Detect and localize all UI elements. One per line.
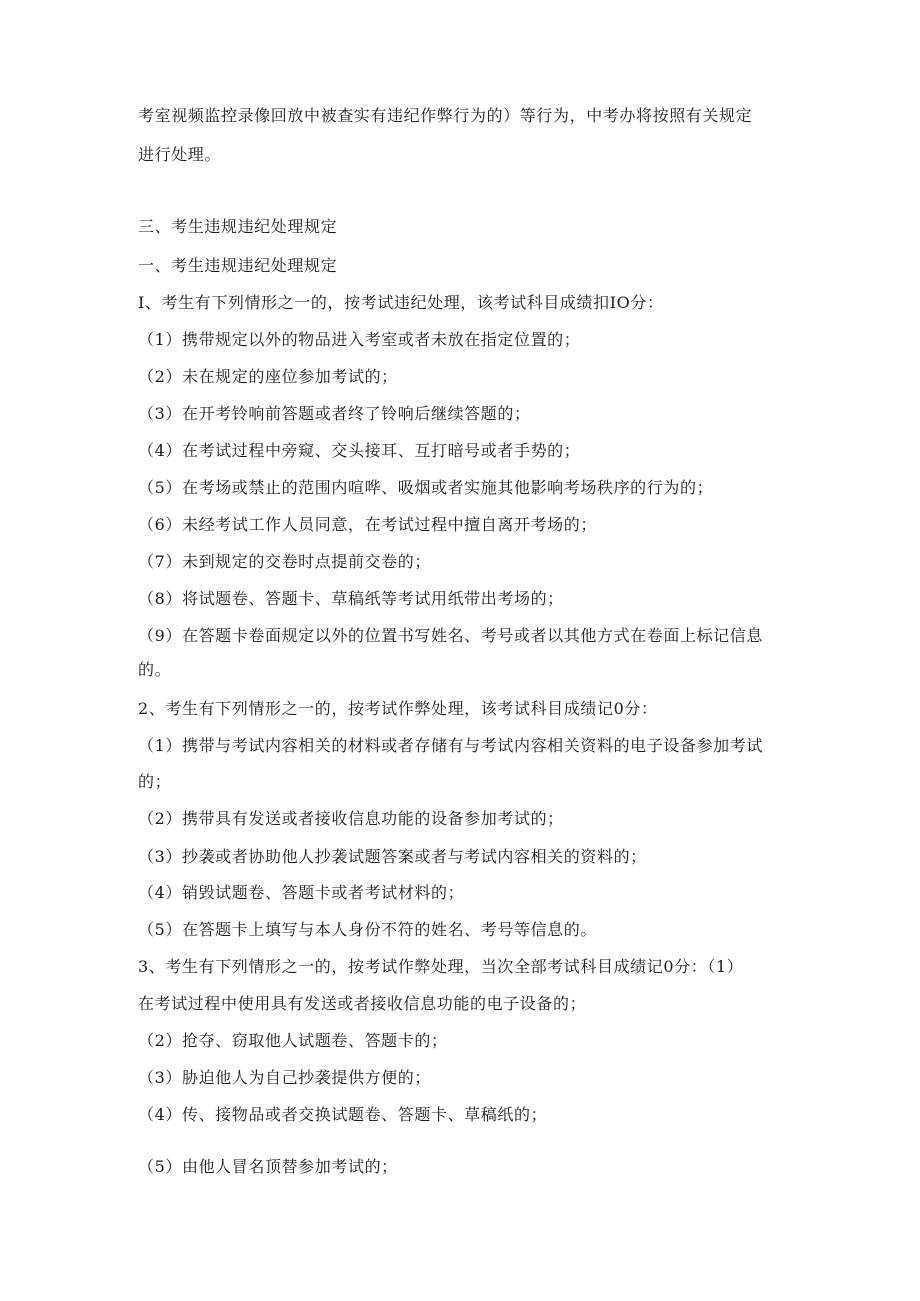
section-heading: 一、考生违规违纪处理规定	[138, 256, 338, 275]
list-item: （2）未在规定的座位参加考试的；	[138, 367, 398, 386]
list-item: （4）销毁试题卷、答题卡或者考试材料的；	[138, 883, 465, 902]
list-item: （4）传、接物品或者交换试题卷、答题卡、草稿纸的；	[138, 1105, 548, 1124]
rule-heading: 3、考生有下列情形之一的，按考试作弊处理，当次全部考试科目成绩记0分：（1）	[138, 957, 744, 976]
list-item: （3）胁迫他人为自己抄袭提供方便的；	[138, 1068, 431, 1087]
list-item: （9）在答题卡卷面规定以外的位置书写姓名、考号或者以其他方式在卷面上标记信息	[138, 626, 763, 645]
list-item-continuation: 的。	[138, 660, 172, 679]
list-item: （1）携带与考试内容相关的材料或者存储有与考试内容相关资料的电子设备参加考试	[138, 736, 763, 755]
list-item: （5）由他人冒名顶替参加考试的；	[138, 1157, 398, 1176]
list-item: （3）在开考铃响前答题或者终了铃响后继续答题的；	[138, 404, 531, 423]
list-item-continuation: 的；	[138, 772, 172, 791]
list-item: （1）携带规定以外的物品进入考室或者未放在指定位置的；	[138, 330, 581, 349]
rule-heading: I、考生有下列情形之一的，按考试违纪处理，该考试科目成绩扣IO分：	[138, 293, 664, 312]
list-item: （5）在考场或禁止的范围内喧哗、吸烟或者实施其他影响考场秩序的行为的；	[138, 478, 714, 497]
list-item: （6）未经考试工作人员同意，在考试过程中擅自离开考场的；	[138, 515, 597, 534]
list-item: （2）携带具有发送或者接收信息功能的设备参加考试的；	[138, 809, 564, 828]
rule-heading: 2、考生有下列情形之一的，按考试作弊处理，该考试科目成绩记0分：	[138, 699, 658, 718]
paragraph-line: 进行处理。	[138, 145, 222, 164]
paragraph-line: 考室视频监控录像回放中被查实有违纪作弊行为的）等行为，中考办将按照有关规定	[138, 106, 753, 125]
list-item: （2）抢夺、窃取他人试题卷、答题卡的；	[138, 1031, 448, 1050]
list-item: （5）在答题卡上填写与本人身份不符的姓名、考号等信息的。	[138, 920, 597, 939]
list-item: （3）抄袭或者协助他人抄袭试题答案或者与考试内容相关的资料的；	[138, 847, 647, 866]
list-item: （7）未到规定的交卷时点提前交卷的；	[138, 552, 431, 571]
list-item-continuation: 在考试过程中使用具有发送或者接收信息功能的电子设备的；	[138, 994, 587, 1013]
section-heading: 三、考生违规违纪处理规定	[138, 217, 338, 236]
list-item: （8）将试题卷、答题卡、草稿纸等考试用纸带出考场的；	[138, 589, 564, 608]
list-item: （4）在考试过程中旁窥、交头接耳、互打暗号或者手势的；	[138, 441, 581, 460]
